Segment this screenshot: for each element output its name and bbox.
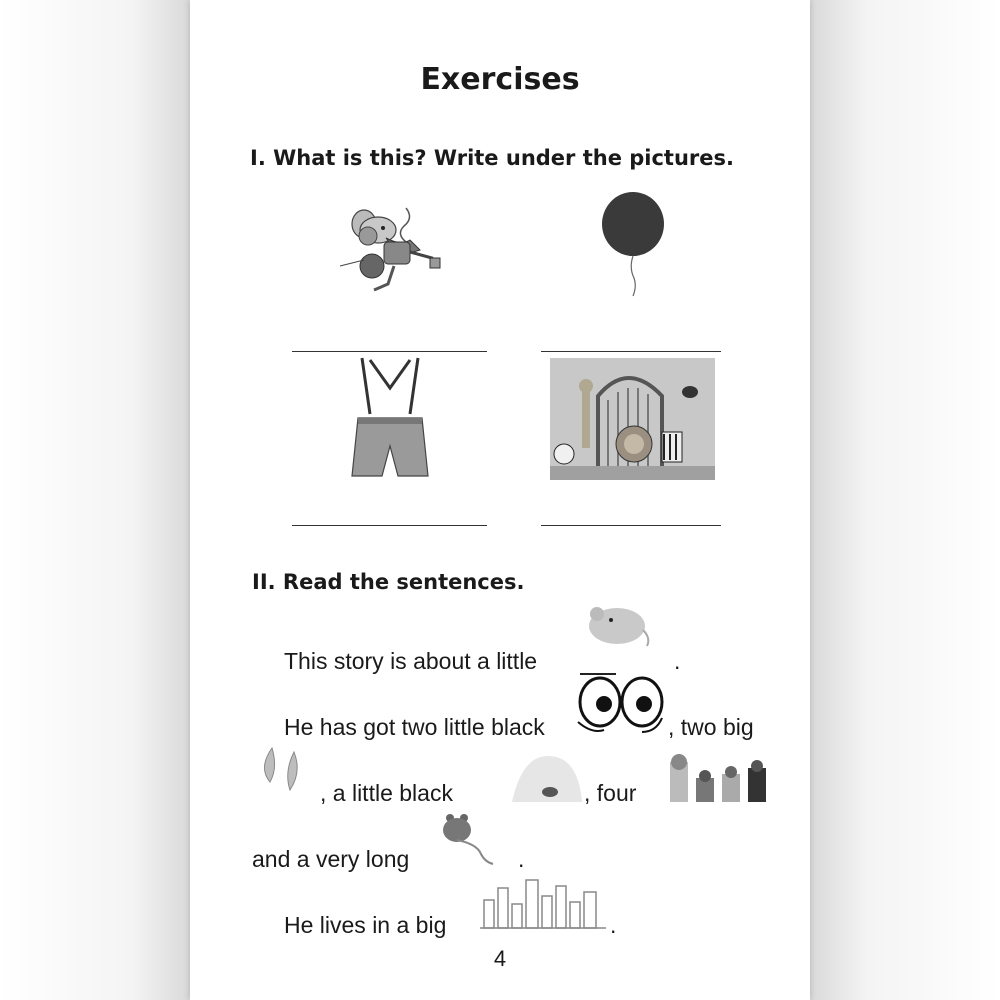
shorts-with-braces-icon — [350, 356, 430, 482]
answer-line-1[interactable] — [292, 351, 487, 352]
page-number: 4 — [493, 946, 507, 971]
paws-icon — [668, 752, 768, 804]
nose-icon — [508, 752, 586, 806]
mouse-running-icon — [338, 200, 448, 300]
page-title: Exercises — [420, 62, 580, 97]
answer-line-2[interactable] — [541, 351, 721, 352]
sentence-2-end: , two big — [668, 714, 754, 740]
sentence-4-start: and a very long — [252, 846, 410, 872]
sentence-5-start: He lives in a big — [284, 912, 447, 938]
sentence-3-start: , a little black — [320, 780, 453, 806]
section-1-heading: I. What is this? Write under the pictures. — [250, 146, 734, 170]
answer-line-4[interactable] — [541, 525, 721, 526]
ears-icon — [258, 744, 306, 806]
answer-line-3[interactable] — [292, 525, 487, 526]
balloon-icon — [598, 190, 668, 298]
sentence-3-end: , four — [584, 780, 637, 806]
sentence-4-end: . — [518, 846, 525, 872]
sentence-1-start: This story is about a little — [284, 648, 538, 674]
tail-icon — [440, 814, 496, 866]
workbook-page — [190, 0, 810, 1000]
mouse-icon — [585, 600, 650, 650]
right-margin-shadow — [810, 0, 1000, 1000]
eyes-icon — [576, 668, 670, 736]
sentence-2-start: He has got two little black — [284, 714, 545, 740]
zoo-icon — [550, 358, 715, 480]
city-icon — [478, 874, 608, 930]
sentence-1-end: . — [674, 648, 681, 674]
section-2-heading: II. Read the sentences. — [252, 570, 525, 594]
sentence-5-end: . — [610, 912, 617, 938]
left-margin-shadow — [0, 0, 190, 1000]
